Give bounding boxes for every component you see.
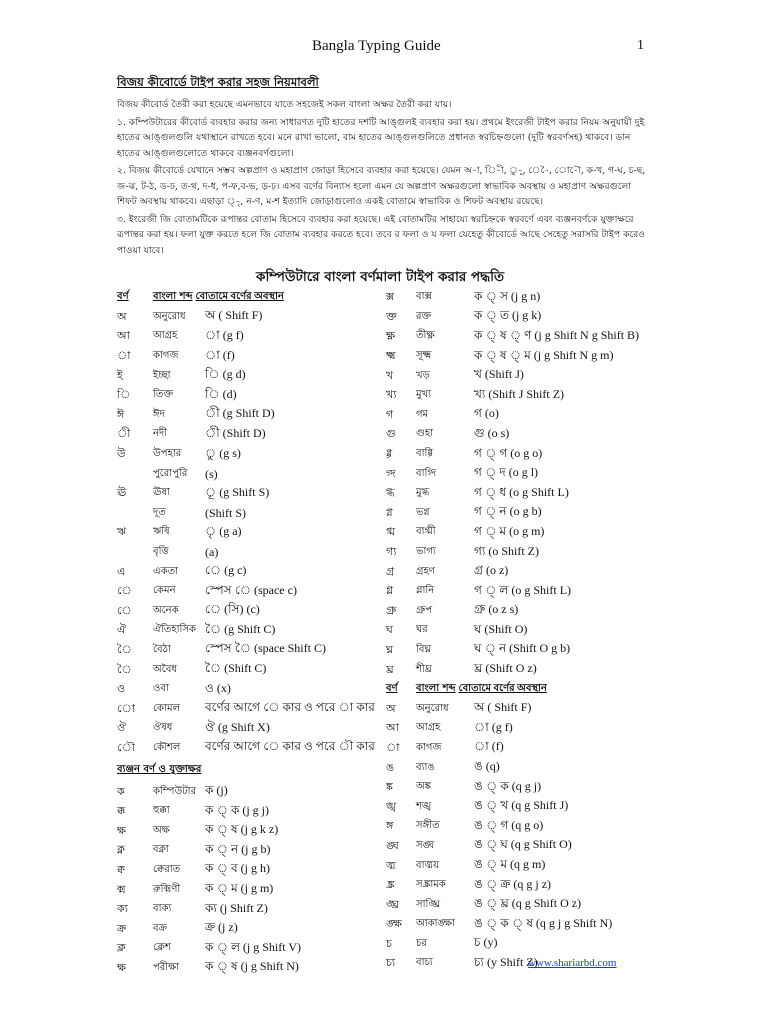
row-keys: ঙ ্ ম (q g m): [474, 857, 546, 872]
row-word: পুরোপুরি: [153, 467, 188, 479]
table-row: [117, 802, 377, 822]
row-keys: (s): [205, 466, 218, 481]
row-keys: ঙ ্ ক ্ ষ (q g j g Shift N): [474, 915, 613, 930]
row-letter: ি: [117, 388, 131, 402]
row-keys: ও (x): [205, 680, 231, 695]
header-keys: বোতামে বর্ণের অবস্থান: [458, 683, 547, 695]
row-keys: ক ্ ক (j g j): [205, 802, 270, 817]
row-letter: ক্ষ: [117, 960, 126, 974]
row-word: তীক্ষ্ণ: [416, 330, 435, 342]
row-word: বক্র: [153, 922, 167, 934]
row-keys: ে (g c): [205, 563, 247, 578]
right-column: [386, 288, 661, 974]
table-row: [117, 861, 377, 881]
page-title: Bangla Typing Guide: [312, 38, 441, 54]
row-word: একতা: [153, 565, 179, 577]
row-letter: গ্ধ: [386, 486, 395, 500]
table-row: [386, 895, 661, 915]
table-row: [117, 366, 377, 386]
row-word: বাচ্য: [416, 957, 433, 969]
row-letter: ী: [117, 427, 131, 441]
row-keys: ক ্ স (j g n): [474, 288, 541, 303]
row-word: গ্রহণ: [416, 565, 435, 577]
left-consonant-rows: [117, 782, 377, 978]
row-word: ওবা: [153, 683, 169, 695]
row-keys: া (g f): [474, 719, 513, 734]
row-keys: ঘ (Shift O): [474, 621, 528, 636]
table-row: [117, 523, 377, 543]
row-word: ইচ্ছা: [153, 369, 171, 381]
row-word: ঊষা: [153, 487, 170, 499]
row-word: খড়: [416, 369, 430, 381]
row-keys: চ (y): [474, 935, 498, 950]
row-keys: (a): [205, 545, 219, 560]
table-row: [117, 699, 377, 719]
row-letter: ঙ্খ: [386, 799, 397, 813]
row-keys: ক ্ ষ (j g k z): [205, 822, 279, 837]
row-word: শঙ্খ: [416, 800, 432, 812]
row-keys: ৈ (g Shift C): [205, 621, 276, 636]
table-row: [386, 406, 661, 426]
table-row: [386, 445, 661, 465]
row-word: বাগ্দি: [416, 467, 437, 479]
row-keys: ী (Shift D): [205, 425, 266, 440]
table-row: [386, 837, 661, 857]
row-word: মুখ্য: [416, 389, 432, 401]
row-keys: (Shift S): [205, 505, 247, 520]
row-keys: ৃ (g a): [205, 523, 242, 538]
row-word: বিঘ্ন: [416, 643, 431, 655]
row-word: গ্রুপ: [416, 604, 433, 616]
row-word: দূত: [153, 506, 166, 518]
row-word: চর: [416, 937, 427, 949]
row-keys: গ (o): [474, 406, 499, 421]
row-word: ভগ্ন: [416, 506, 430, 518]
row-letter: ঋ: [117, 525, 127, 539]
row-letter: ক্ল: [117, 941, 126, 955]
table-row: [386, 817, 661, 837]
row-word: আকাঙ্ক্ষা: [416, 918, 455, 930]
table-row: [117, 504, 377, 524]
row-keys: ী (g Shift D): [205, 406, 275, 421]
row-word: হুক্কা: [153, 805, 170, 817]
row-keys: া (f): [474, 739, 504, 754]
table-row: [117, 641, 377, 661]
row-letter: ক্স: [386, 290, 395, 304]
table-row: [117, 660, 377, 680]
page-number: 1: [637, 38, 644, 53]
row-letter: ঊ: [117, 486, 127, 500]
row-keys: া (g f): [205, 327, 244, 342]
row-keys: ঙ ্ খ (q g Shift J): [474, 798, 569, 813]
row-word: বাঙ্ময়: [416, 859, 440, 871]
row-keys: ক (j): [205, 783, 228, 798]
table-row: [386, 660, 661, 680]
row-letter: ঙ্ক্ষ: [386, 917, 402, 931]
row-word: ক্বেরাত: [153, 863, 181, 875]
row-word: কম্পিউটার: [153, 785, 197, 797]
row-letter: ঘ্র: [386, 662, 394, 676]
table-row: [117, 602, 377, 622]
row-letter: ো: [117, 701, 135, 715]
intro-paragraph: ৩. ইংরেজী জি বোতামটিকে রূপান্তর বোতাম হিসেবে ব্যবহার করা হয়েছে। এই বোতামটির সাহায্যে স্বরচিহ্নকে স্বরবর্ণে এবং ব্যঞ্জনবর্ণকে যুক্তাক্ষরে রূপান্তর করা হয়। ফলা যুক্ত করতে হলে জি বোতাম ব্যবহার করতে হবে। তবে র ফলা ও য ফলা যেহেতু কীবোর্ডে আছে সেহেতু সরাসরি টাইপ করেও পাওয়া যাবে।: [117, 213, 646, 256]
row-letter: গ: [386, 407, 394, 421]
row-keys: গ ্ ধ (o g Shift L): [474, 484, 569, 499]
row-keys: ঘ্র (Shift O z): [474, 661, 537, 676]
row-word: কেমন: [153, 585, 176, 597]
row-letter: ঙ্ক্র: [386, 878, 395, 892]
row-word: নদী: [153, 428, 168, 440]
row-keys: অ ( Shift F): [474, 700, 532, 715]
table-row: [117, 543, 377, 563]
table-row: [117, 406, 377, 426]
row-word: বাক্য: [153, 903, 172, 915]
intro-section: [117, 74, 649, 260]
row-word: কাগজ: [153, 350, 179, 362]
row-word: রক্ত: [416, 310, 432, 322]
row-keys: ু (g s): [205, 445, 241, 460]
intro-paragraph: ২. বিজয় কীবোর্ডে যেখানে সম্ভব অল্পপ্রাণ ও মহাপ্রাণ জোড়া হিসেবে ব্যবহার করা হয়েছে। যেমন অ-া, ি-ী, ু-ূ, ে-ৈ, ো-ৌ, ক-খ, গ-ঘ, চ-ছ, জ-ঝ, ট-ঠ, ড-ঢ, ত-থ, দ-ধ, প-ফ,ব-ভ, ড়-ঢ়। এসব বর্ণের বিন্যাস হলো এমন যে অল্পপ্রাণ অক্ষরগুলো স্বাভাবিক অবস্থায় ও মহাপ্রাণ অক্ষরগুলো শিফট অবস্থায় থাকবে। এছাড়া ্-ৃ, ন-ণ, ম-শ ইত্যাদি জোড়াগুলোও একই বোতামে স্বাভাবিক ও শিফট অবস্থায় রয়েছে।: [117, 165, 646, 207]
row-word: গম: [416, 408, 429, 420]
table-row: [117, 484, 377, 504]
row-keys: ক ্ ল (j g Shift V): [205, 939, 302, 954]
row-letter: ে: [117, 603, 132, 617]
row-letter: গ্ন: [386, 505, 393, 519]
table-row: [117, 347, 377, 367]
row-keys: ক ্ ষ ্ ম (j g Shift N g m): [474, 347, 614, 362]
row-letter: ক্য: [117, 902, 128, 916]
table-row: [117, 327, 377, 347]
row-keys: ে (সি) (c): [205, 602, 260, 617]
row-letter: ে: [117, 584, 132, 598]
table-row: [386, 915, 661, 935]
table-row: [117, 719, 377, 739]
right-letter-rows: [386, 699, 661, 973]
row-letter: ক্ষ: [117, 823, 126, 837]
table-header: [117, 288, 377, 308]
row-keys: ক ্ ম (j g m): [205, 881, 274, 896]
row-word: গ্লানি: [416, 585, 435, 597]
row-word: অনুরোধ: [416, 702, 449, 714]
table-row: [386, 288, 661, 308]
row-word: পরীক্ষা: [153, 961, 180, 973]
row-letter: ঈ: [117, 407, 125, 421]
row-letter: ঐ: [117, 623, 126, 637]
table-row: [117, 919, 377, 939]
row-word: বৃত্তি: [153, 546, 169, 558]
row-word: সঙ্গীত: [416, 820, 440, 832]
row-word: বৈঠা: [153, 643, 171, 655]
row-word: সঙ্ঘ: [416, 839, 435, 851]
row-keys: গ ্ ম (o g m): [474, 523, 545, 538]
row-letter: ঙ্গ: [386, 819, 394, 833]
row-letter: চ্য: [386, 956, 396, 970]
row-letter: ক্ন: [117, 843, 125, 857]
row-letter: অ: [386, 701, 396, 715]
table-row: [117, 425, 377, 445]
row-word: বাক্স: [416, 291, 432, 303]
table-row: [386, 464, 661, 484]
table-row: [386, 602, 661, 622]
table-row: [386, 758, 661, 778]
table-row: [386, 562, 661, 582]
row-word: অক্ষ: [153, 824, 170, 836]
row-letter: গ্রু: [386, 603, 397, 617]
row-letter: গ্গ: [386, 447, 393, 461]
row-keys: ঙ ্ ঘ (q g Shift O): [474, 837, 572, 852]
table-row: [117, 939, 377, 959]
row-word: আগ্রহ: [416, 722, 441, 734]
row-keys: ক ্ ন (j g b): [205, 841, 271, 856]
row-keys: া (f): [205, 347, 235, 362]
row-keys: ি (g d): [205, 367, 246, 382]
row-keys: ক ্ ষ ্ ণ (j g Shift N g Shift B): [474, 327, 640, 342]
table-row: [386, 641, 661, 661]
row-keys: গ ্ দ (o g l): [474, 465, 539, 480]
row-keys: ঙ ্ ঘ্র (q g Shift O z): [474, 896, 582, 911]
table-row: [386, 366, 661, 386]
row-letter: ঙ: [386, 760, 395, 774]
row-keys: খ (Shift J): [474, 367, 524, 382]
table-row: [117, 880, 377, 900]
table-row: [386, 582, 661, 602]
row-word: অঙ্ক: [416, 781, 431, 793]
row-keys: স্পেস ৈ (space Shift C): [205, 641, 326, 656]
row-word: ঋষি: [153, 526, 170, 538]
row-word: বাগ্গি: [416, 448, 433, 460]
row-letter: গ্য: [386, 545, 397, 559]
row-word: অবৈধ: [153, 663, 178, 675]
row-word: ভাগ্য: [416, 546, 436, 558]
row-word: উপহার: [153, 448, 182, 460]
row-word: আগ্রহ: [153, 330, 178, 342]
row-keys: গু (o s): [474, 425, 510, 440]
row-letter: ৌ: [117, 740, 135, 754]
row-word: সাঙ্ঘ্রি: [416, 898, 441, 910]
row-letter: ক্ত: [386, 309, 397, 323]
row-letter: ই: [117, 368, 123, 382]
row-keys: ক ্ ব (j g h): [205, 861, 270, 876]
row-word: ব্যাঙ: [416, 761, 435, 773]
row-letter: া: [386, 740, 400, 754]
row-word: গুহা: [416, 428, 434, 440]
table-row: [117, 782, 377, 802]
table-row: [117, 959, 377, 979]
row-letter: ৈ: [117, 662, 132, 676]
table-row: [117, 680, 377, 700]
row-keys: চ্য (y Shift Z): [474, 954, 538, 969]
row-letter: অ: [117, 309, 127, 323]
right-conjunct-rows: [386, 288, 661, 680]
table-row: [117, 445, 377, 465]
row-word: বক্না: [153, 844, 169, 856]
row-letter: গ্দ: [386, 466, 396, 480]
row-keys: স্পেস ে (space c): [205, 582, 297, 597]
table-row: [386, 699, 661, 719]
row-keys: ক্র (j z): [205, 920, 238, 935]
table-row: [117, 386, 377, 406]
header-letter: বর্ণ: [117, 291, 129, 303]
table-row: [386, 484, 661, 504]
website-link[interactable]: www.shariarbd.com: [528, 957, 617, 969]
row-keys: বর্ণের আগে ে কার ও পরে া কার: [205, 700, 375, 715]
row-word: কাগজ: [416, 741, 442, 753]
row-letter: চ: [386, 936, 392, 950]
header-word: বাংলা শব্দ: [416, 683, 456, 695]
table-row: [117, 821, 377, 841]
row-letter: া: [117, 349, 131, 363]
row-keys: ক্য (j Shift Z): [205, 900, 268, 915]
row-word: ঈদ: [153, 408, 165, 420]
row-word: অনেক: [153, 604, 179, 616]
row-keys: বর্ণের আগে ে কার ও পরে ৗ কার: [205, 739, 375, 754]
table-row: [117, 562, 377, 582]
row-keys: ূ (g Shift S): [205, 484, 270, 499]
row-keys: ক ্ ত (j g k): [474, 308, 542, 323]
row-letter: খ্য: [386, 388, 397, 402]
row-letter: উ: [117, 447, 126, 461]
row-letter: গ্র: [386, 564, 395, 578]
left-column: [117, 288, 377, 978]
table-row: [386, 856, 661, 876]
row-keys: গ ্ ন (o g b): [474, 504, 542, 519]
row-letter: ঙ্ম: [386, 858, 396, 872]
row-keys: ঔ (g Shift X): [205, 719, 270, 734]
table-row: [386, 523, 661, 543]
row-letter: খ: [386, 368, 394, 382]
table-row: [386, 797, 661, 817]
table-row: [386, 935, 661, 955]
row-letter: ঘ্ন: [386, 642, 394, 656]
table-row: [386, 543, 661, 563]
header-word: বাংলা শব্দ: [153, 291, 193, 303]
row-letter: ক্ম: [117, 882, 126, 896]
row-word: মুগ্ধ: [416, 487, 430, 499]
row-word: ক্লেশ: [153, 942, 171, 954]
table-row: [117, 900, 377, 920]
intro-paragraph: ১. কম্পিউটারের কীবোর্ড ব্যবহার করার জন্য সাধারণত দুটি হাতের দশটি আঙ্গুলই ব্যবহার করা হয়। প্রথমে ইংরেজী টাইপ করার নিয়ম অনুযায়ী দুই হাতের আঙ্গুলগুলি যথাস্থানে রাখতে হবে। মনে রাখা ভালো, বাম হাতের আঙ্গুলগুলিতে প্রধানত স্বরচিহ্নগুলো (দুটি স্বরবর্ণসহ) থাকবে। ডান হাতের আঙ্গুলগুলোতে থাকবে ব্যঞ্জনবর্ণগুলো।: [117, 116, 645, 159]
row-letter: আ: [386, 721, 399, 735]
row-letter: আ: [117, 329, 130, 343]
row-keys: ক ্ ষ (j g Shift N): [205, 959, 299, 974]
intro-title: বিজয় কীবোর্ডে টাইপ করার সহজ নিয়মাবলী: [117, 75, 319, 89]
left-vowel-rows: [117, 308, 377, 759]
header-keys: বোতামে বর্ণের অবস্থান: [195, 291, 284, 303]
row-keys: গ ্ ল (o g Shift L): [474, 582, 572, 597]
row-word: কৌশল: [153, 741, 181, 753]
table-row: [117, 841, 377, 861]
section-title: কম্পিউটারে বাংলা বর্ণমালা টাইপ করার পদ্ধতি: [256, 269, 505, 285]
table-row: [117, 464, 377, 484]
row-letter: ক: [117, 784, 125, 798]
row-word: ঐতিহাসিক: [153, 624, 197, 636]
subheading: ব্যঞ্জন বর্ণ ও যুক্তাক্ষর: [117, 764, 202, 776]
row-word: সূক্ষ্ম: [416, 350, 432, 362]
row-letter: ক্ব: [117, 862, 125, 876]
row-letter: ক্ষ্ম: [386, 349, 396, 363]
row-keys: ি (d): [205, 386, 237, 401]
table-row: [386, 347, 661, 367]
intro-paragraph: বিজয় কীবোর্ড তৈরী করা হয়েছে এমনভাবে যাতে সহজেই সকল বাংলা অক্ষর তৈরী করা যায়।: [117, 99, 452, 110]
table-row: [386, 739, 661, 759]
row-keys: খ্য (Shift J Shift Z): [474, 386, 565, 401]
row-word: শীঘ্র: [416, 663, 432, 675]
table-row: [386, 778, 661, 798]
row-keys: ঙ ্ ক (q g j): [474, 778, 542, 793]
table-row: [386, 719, 661, 739]
row-letter: ঘ: [386, 623, 393, 637]
row-letter: ঙ্ঘ: [386, 838, 399, 852]
row-letter: ক্ষ্ণ: [386, 329, 396, 343]
row-word: রুক্মিণী: [153, 883, 181, 895]
row-word: তিক্ত: [153, 389, 174, 401]
row-letter: ঙ্ঘ্র: [386, 897, 399, 911]
row-letter: ক্র: [117, 921, 127, 935]
table-row: [386, 954, 661, 974]
table-row: [386, 386, 661, 406]
row-keys: ঙ (q): [474, 759, 500, 774]
row-letter: ঙ্ক: [386, 780, 393, 794]
row-keys: গ ্ গ (o g o): [474, 445, 543, 460]
row-letter: গু: [386, 427, 396, 441]
table-row: [386, 504, 661, 524]
row-letter: ও: [117, 682, 126, 696]
table-header: [386, 680, 661, 700]
row-keys: ঙ ্ ক্র (q g j z): [474, 876, 552, 891]
row-word: সঙ্ক্রামক: [416, 879, 446, 891]
row-keys: গ্রু (o z s): [474, 602, 519, 617]
row-keys: ঘ ্ ন (Shift O g b): [474, 641, 571, 656]
row-letter: ৈ: [117, 642, 132, 656]
row-letter: ক্ক: [117, 804, 126, 818]
row-letter: গ্ল: [386, 584, 394, 598]
row-keys: ঙ ্ গ (q g o): [474, 817, 544, 832]
row-letter: ঔ: [117, 721, 127, 735]
row-letter: এ: [117, 564, 126, 578]
table-row: [117, 621, 377, 641]
table-row: [386, 327, 661, 347]
row-word: কোমল: [153, 702, 180, 714]
row-keys: গ্র (o z): [474, 563, 509, 578]
row-keys: অ ( Shift F): [205, 308, 263, 323]
table-row: [117, 739, 377, 759]
table-row: [386, 425, 661, 445]
table-row: [117, 308, 377, 328]
table-row: [386, 621, 661, 641]
table-row: [386, 876, 661, 896]
row-word: বাগ্মী: [416, 526, 436, 538]
row-keys: গ্য (o Shift Z): [474, 543, 540, 558]
table-row: [117, 582, 377, 602]
row-keys: ৈ (Shift C): [205, 661, 267, 676]
row-word: ঘর: [416, 624, 428, 636]
row-letter: গ্ম: [386, 525, 396, 539]
row-word: ঔষধ: [153, 722, 173, 734]
row-word: অনুরোধ: [153, 310, 186, 322]
header-letter: বর্ণ: [386, 683, 398, 695]
table-row: [386, 308, 661, 328]
